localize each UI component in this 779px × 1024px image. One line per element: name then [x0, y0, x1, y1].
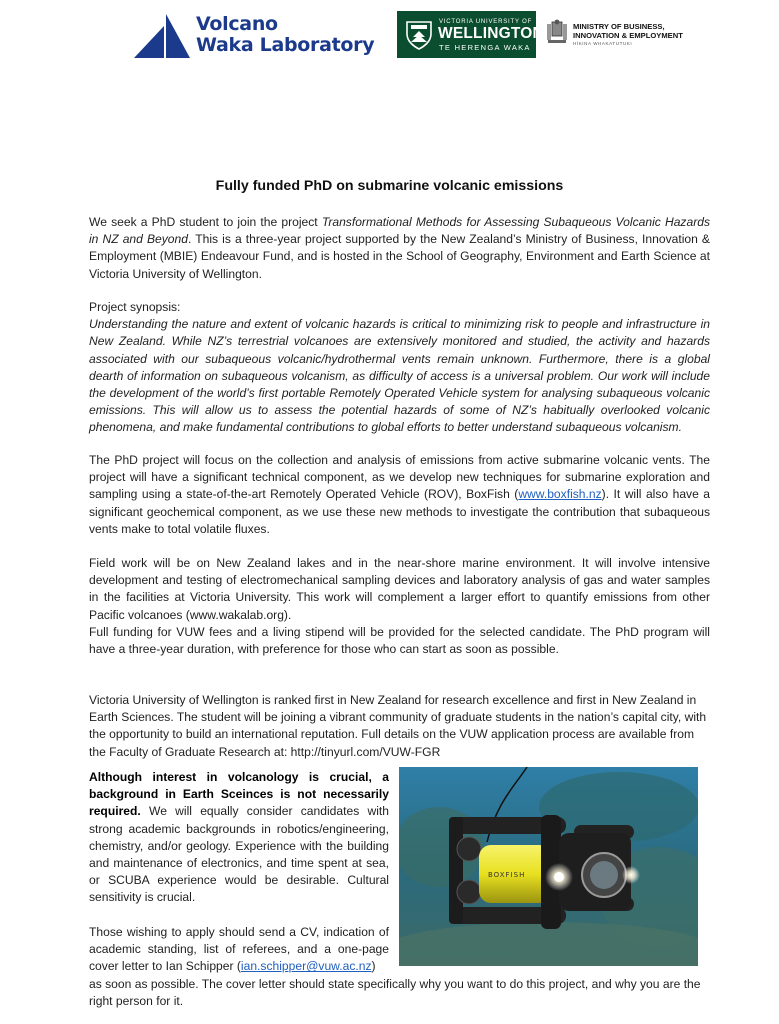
- focus-text-cont: ). It will also have a significant geochemical component, as we use these new methods to investigate the contribution that subaqueous vents make to total volatile fluxes.: [89, 487, 710, 536]
- boxfish-rov-photo: [399, 767, 698, 966]
- mbie-line1: MINISTRY OF BUSINESS,: [573, 22, 665, 31]
- university-paragraph: Victoria University of Wellington is ranked first in New Zealand for research excellence and first in New Zealand in Earth Sciences. The student will be joining a vibrant community of graduate students in the nation’s capital city, with the opportunity to build an international reputation. Full details on the VUW application process are available from the Faculty of Graduate Research at: http://tinyurl.com/VUW-FGR: [89, 693, 707, 759]
- focus-text: The PhD project will focus on the collection and analysis of emissions from active submarine volcanic vents. The project will have a significant technical component, as we develop new techniques for submarine exploration and sampling using a state-of-the-art Remotely Operated Vehicle (ROV), BoxFish (: [89, 453, 710, 502]
- apply-paragraph: [89, 924, 389, 976]
- apply-text-close: ): [371, 959, 376, 974]
- mbie-line2: INNOVATION & EMPLOYMENT: [573, 31, 683, 40]
- vwl-line2: Waka Laboratory: [196, 34, 375, 56]
- synopsis-label: Project synopsis:: [89, 300, 181, 314]
- document-title: Fully funded PhD on submarine volcanic emissions: [215, 178, 564, 194]
- vuw-line3: TE HERENGA WAKA: [439, 43, 531, 52]
- project-name: Transformational Methods for Assessing Subaqueous Volcanic Hazards in NZ and Beyond: [89, 215, 710, 247]
- boxfish-label: BOXFISH: [488, 871, 526, 879]
- vwl-line1: Volcano: [196, 13, 278, 35]
- mbie-line3: HĪKINA WHAKATUTUKI: [573, 41, 633, 46]
- apply-text: Those wishing to apply should send a CV, indication of academic standing, list of referees, and a one-page cover letter to Ian Schipper (: [89, 925, 389, 974]
- intro-text: We seek a PhD student to join the project: [89, 215, 322, 229]
- vuw-line2: WELLINGTON: [438, 25, 544, 42]
- requirements-paragraph: [89, 769, 389, 907]
- mbie-logo: [546, 17, 716, 57]
- intro-text-cont: . This is a three-year project supported by the New Zealand’s Ministry of Business, Innovation & Employment (MBIE) Endeavour Fund, and is hosted in the School of Geography, Environment and Earth Science at Victoria University of Wellington.: [89, 232, 711, 281]
- volcano-triangle-icon: [134, 12, 192, 60]
- requirements-text: We will equally consider candidates with strong academic backgrounds in robotics/engineering, chemistry, and/or geology. Experience with the building and maintenance of electronics, and time spent at sea, or SCUBA experience would be desirable. Cultural sensitivity is crucial.: [89, 804, 389, 905]
- vuw-logo: [397, 11, 544, 58]
- letterhead: [0, 0, 779, 70]
- email-link[interactable]: ian.schipper@vuw.ac.nz: [240, 959, 372, 974]
- requirements-bold: Although interest in volcanology is crucial, a background in Earth Sceinces is not necessarily required.: [89, 770, 389, 819]
- volcano-waka-laboratory-logo: [134, 12, 396, 60]
- coat-of-arms-icon: [546, 19, 568, 45]
- focus-paragraph: [89, 452, 710, 538]
- boxfish-link[interactable]: www.boxfish.nz: [518, 487, 602, 502]
- vwl-logo-text: [196, 14, 374, 56]
- intro-paragraph: [89, 214, 710, 283]
- rov-illustration: [399, 767, 698, 966]
- fieldwork-paragraph: Field work will be on New Zealand lakes and in the near-shore marine environment. It will involve intensive development and testing of electromechanical sampling devices and laboratory analysis of gas and water samples in the facilities at Victoria University. This work will complement a larger effort to quantify emissions from other Pacific volcanoes (www.wakalab.org).: [89, 556, 710, 622]
- funding-paragraph: Full funding for VUW fees and a living stipend will be provided for the selected candidate. The PhD program will have a three-year duration, with preference for those who can start as soon as possible.: [89, 625, 710, 657]
- synopsis-section: [89, 299, 710, 437]
- vuw-shield-icon: [405, 20, 433, 50]
- synopsis-text: Understanding the nature and extent of volcanic hazards is critical to minimizing risk to people and infrastructure in New Zealand. While NZ’s terrestrial volcanoes are extensively monitored and studied, the activity and hazards associated with our subaqueous volcanic/hydrothermal vents remain unknown. Furthermore, there is a global dearth of information on subaqueous volcanism, as difficulty of access is a universal problem. Our work will include the development of the world’s first portable Remotely Operated Vehicle system for analysing subaqueous volcanic emissions. This will allow us to assess the potential hazards of some of NZ’s habitually overlooked volcanic phenomena, and make fundamental contributions to global efforts to better understand subaqueous volcanism.: [89, 317, 710, 435]
- apply-continuation: as soon as possible. The cover letter should state specifically why you want to do this project, and why you are the right person for it.: [89, 977, 701, 1009]
- vuw-line1: VICTORIA UNIVERSITY OF: [439, 19, 533, 25]
